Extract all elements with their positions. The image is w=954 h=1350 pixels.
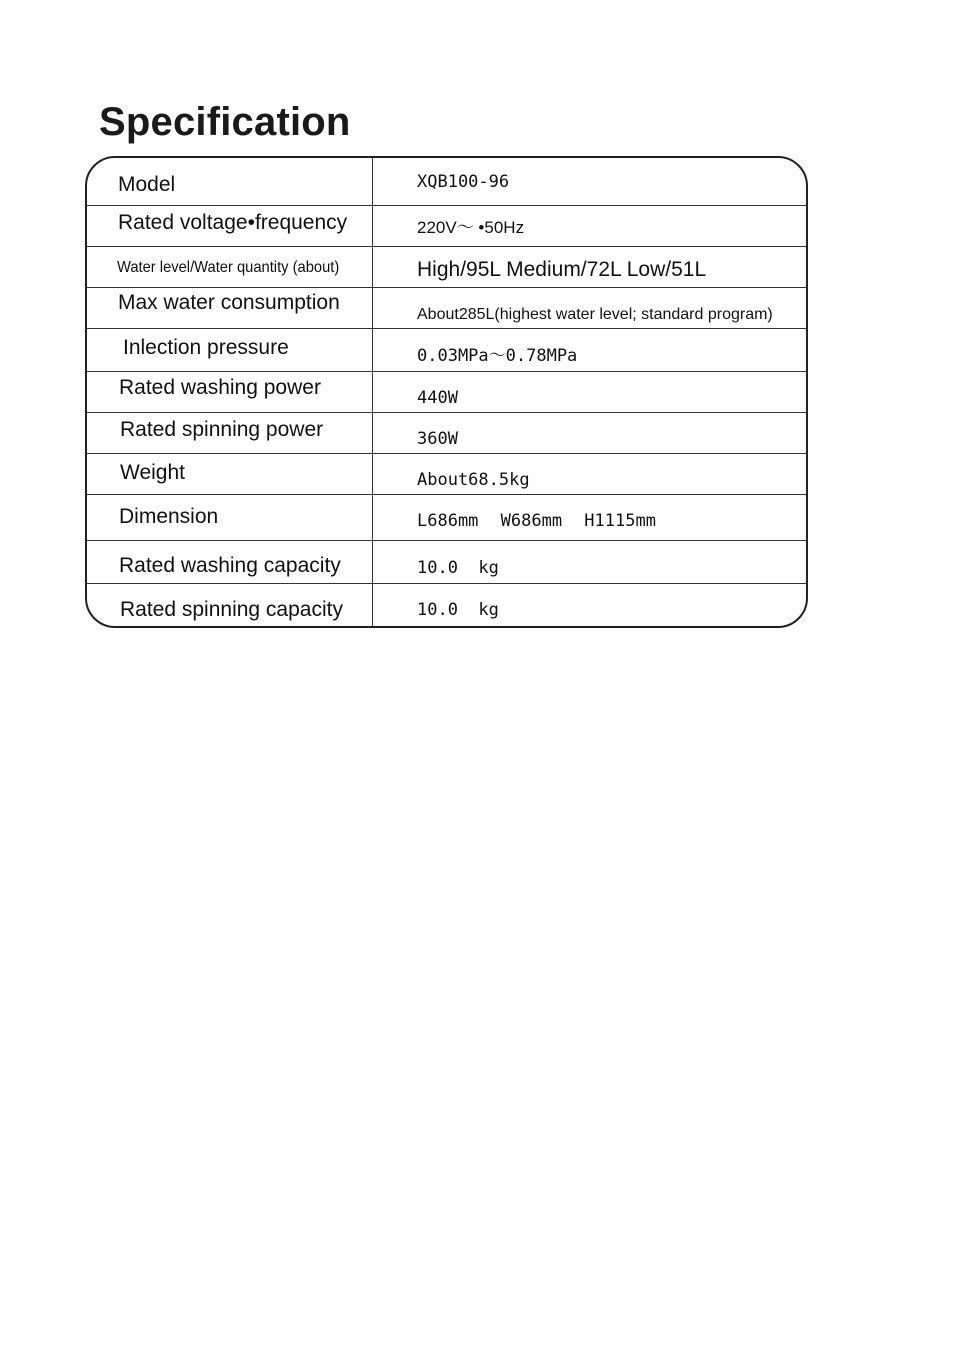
spec-row-spinning-power <box>87 413 806 454</box>
spec-value: 220V～ •50Hz <box>417 218 525 237</box>
spec-value: About285L(highest water level; standard program) <box>417 306 773 323</box>
spec-label: Inlection pressure <box>123 336 289 359</box>
column-divider <box>372 413 373 453</box>
spec-row-washing-power <box>87 372 806 413</box>
spec-value: 360W <box>417 429 458 449</box>
spec-row-model <box>87 158 806 206</box>
spec-value: About68.5kg <box>417 470 530 490</box>
spec-row-weight <box>87 454 806 495</box>
spec-value: L686mm W686mm H1115mm <box>417 511 656 531</box>
spec-value: 10.0 kg <box>417 558 499 578</box>
specification-table <box>85 156 808 628</box>
spec-row-inlection-pressure <box>87 329 806 372</box>
spec-label: Rated spinning power <box>120 418 324 441</box>
spec-row-water-level <box>87 247 806 288</box>
column-divider <box>372 158 373 205</box>
spec-label: Max water consumption <box>118 291 340 314</box>
spec-row-voltage-frequency <box>87 206 806 247</box>
spec-label: Weight <box>120 461 185 484</box>
spec-value: 10.0 kg <box>417 600 499 620</box>
spec-value: 440W <box>417 388 458 408</box>
spec-label: Model <box>118 173 176 196</box>
spec-row-dimension <box>87 495 806 541</box>
column-divider <box>372 329 373 371</box>
spec-row-washing-capacity <box>87 541 806 584</box>
spec-label: Water level/Water quantity (about) <box>117 259 340 276</box>
spec-value: High/95L Medium/72L Low/51L <box>417 258 707 281</box>
column-divider <box>372 454 373 494</box>
spec-value: 0.03MPa～0.78MPa <box>417 346 578 366</box>
column-divider <box>372 288 373 328</box>
column-divider <box>372 495 373 540</box>
spec-value: XQB100-96 <box>417 172 510 192</box>
spec-label: Rated spinning capacity <box>120 598 343 621</box>
page-title: Specification <box>99 100 351 144</box>
column-divider <box>372 247 373 287</box>
spec-label: Rated washing power <box>119 376 321 399</box>
spec-label: Dimension <box>119 505 219 528</box>
column-divider <box>372 541 373 583</box>
spec-label: Rated washing capacity <box>119 554 341 577</box>
spec-row-max-water-consumption <box>87 288 806 329</box>
spec-row-spinning-capacity <box>87 584 806 628</box>
column-divider <box>372 206 373 246</box>
column-divider <box>372 584 373 628</box>
column-divider <box>372 372 373 412</box>
spec-label: Rated voltage•frequency <box>118 211 348 234</box>
